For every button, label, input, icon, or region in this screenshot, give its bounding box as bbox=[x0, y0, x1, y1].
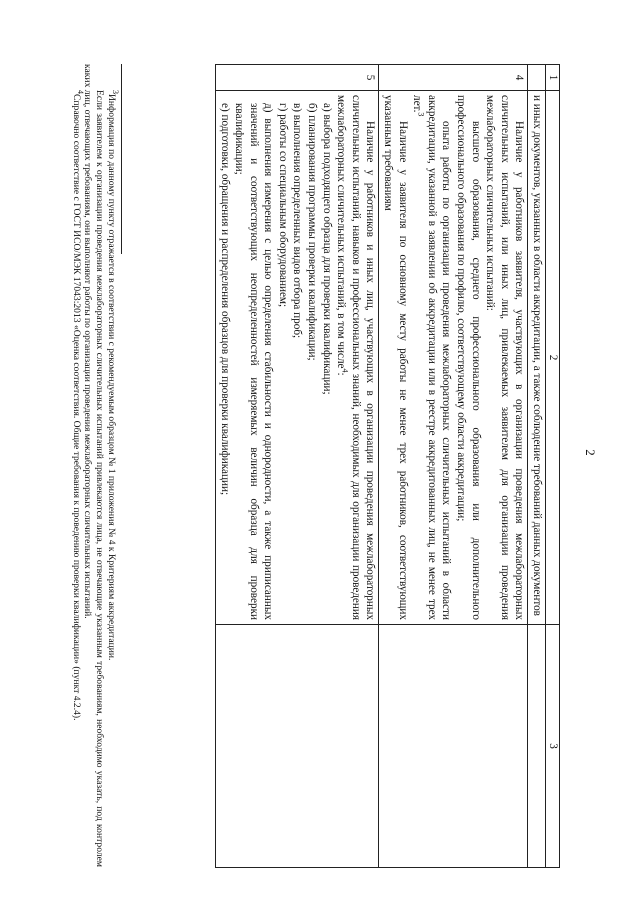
paragraph bbox=[334, 95, 378, 620]
list-item: в) выполнения определенных видов отбора проб; bbox=[291, 103, 304, 339]
paragraph: Наличие у заявителя по основному месту работы не менее трех работников, соответствующих указанным требованиям bbox=[382, 95, 409, 620]
header-col-2: 2 bbox=[546, 91, 560, 625]
footnote-mark: 4 bbox=[75, 90, 85, 94]
empty-cell bbox=[528, 625, 546, 868]
list-item: е) подготовки, обращения и распределения образцов для проверки квалификации; bbox=[218, 103, 231, 496]
continuation-text: и иных документов, указанных в области аккредитации, а также соблюдение требований данных документов bbox=[528, 91, 546, 625]
footnote-ref: 3 bbox=[416, 112, 426, 117]
list-item: г) работы со специальным оборудованием; bbox=[276, 103, 289, 308]
paragraph: Наличие у работников заявителя, участвующих в организации проведения межлабораторных сличительных испытаний, или иных лиц, привлекаемых заявителем для организации проведения межлабораторных сличительных испытаний: bbox=[484, 95, 526, 620]
header-col-3: 3 bbox=[546, 625, 560, 868]
footnote bbox=[105, 64, 121, 867]
paragraph: высшего образования, среднего профессионального образования или дополнительного профессионального образования по профилю, соответствующему области аккредитации; bbox=[455, 95, 482, 620]
list-item: б) планирования программы проверки квалификации; bbox=[306, 103, 319, 361]
footnote-text: Если заявителем к организации проведения межлабораторных сличительных испытаний привлекаются лица, не отвечающие указанным требованиям, необходимо указать, под контролем каких лиц, отвечающих требованиям, они выполняют работы по организации проведения межлабораторных сличительных испытаний. bbox=[82, 64, 106, 867]
row-number: 4 bbox=[379, 65, 528, 91]
footnote bbox=[70, 64, 85, 867]
footnote-divider bbox=[121, 64, 122, 254]
page-number: 2 bbox=[583, 449, 598, 456]
table-row bbox=[528, 65, 546, 868]
row-number-empty bbox=[528, 65, 546, 91]
footnote-text: Информация по данному пункту отражается в соответствии с рекомендуемым образцом № 1 приложения № 4 к Критериям аккредитации. bbox=[106, 94, 117, 661]
footnote-mark: 3 bbox=[111, 90, 121, 94]
row-number: 5 bbox=[215, 65, 379, 91]
footnote bbox=[82, 64, 106, 867]
requirement-cell bbox=[215, 91, 379, 625]
table-row bbox=[215, 65, 379, 868]
header-row bbox=[546, 65, 560, 868]
empty-cell bbox=[215, 625, 379, 868]
footnotes bbox=[70, 64, 122, 867]
empty-cell bbox=[379, 625, 528, 868]
requirement-cell bbox=[379, 91, 528, 625]
paragraph-text: опыта работы по организации проведения межлабораторных сличительных испытаний в области аккредитации, указанной в заявлении об аккредитации или в реестре аккредитованных лиц, не менее трех лет. bbox=[411, 95, 453, 620]
header-col-1: 1 bbox=[546, 65, 560, 91]
list-item: а) выбора подходящего образца для проверки квалификации; bbox=[320, 103, 333, 395]
paragraph bbox=[410, 95, 454, 620]
list-item: д) выполнения измерения с целью определения стабильности и однородности, а также приписанных значений и соответствующих неопределенностей измеряемых величин образца для проверки квалификации; bbox=[233, 103, 275, 620]
paragraph-text: Наличие у работников и иных лиц, участвующих в организации проведения межлабораторных сличительных испытаний, навыков и профессиональных знаний, необходимых для организации проведения межлабораторных сличительных испытаний, в том числе bbox=[335, 95, 377, 620]
footnote-ref: 4 bbox=[341, 368, 351, 373]
table-row bbox=[379, 65, 528, 868]
criteria-table bbox=[215, 64, 560, 868]
paragraph-end: : bbox=[335, 372, 348, 376]
footnote-text: Справочно соответствие с ГОСТ ИСО/МЭК 17043:2013 «Оценка соответствия. Общие требования к проведению проверки квалификации» (пункт 4.2.4). bbox=[70, 94, 82, 721]
